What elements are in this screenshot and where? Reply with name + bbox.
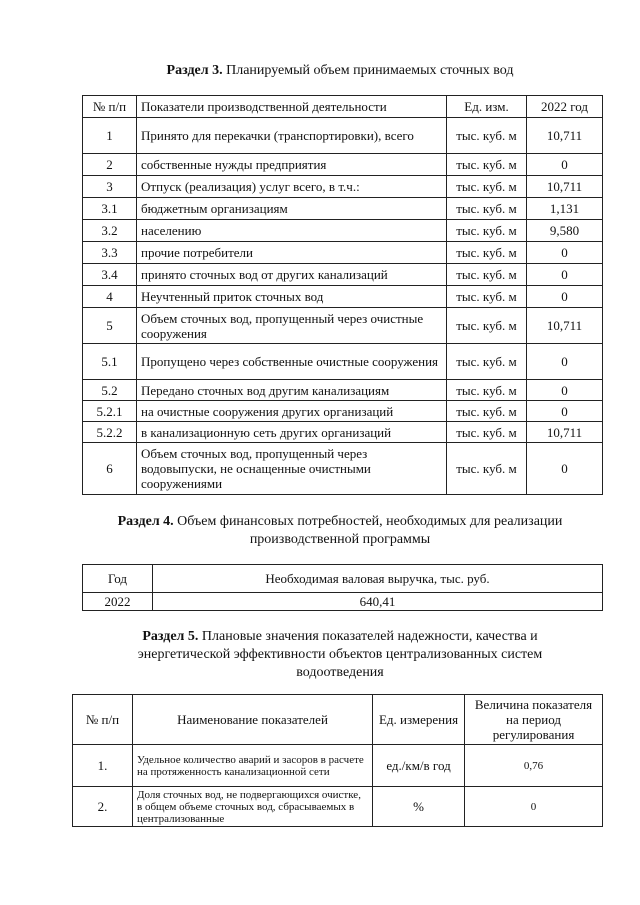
row-name: собственные нужды предприятия: [137, 154, 447, 176]
row-year: 2022: [83, 593, 153, 611]
row-num: 3.4: [83, 264, 137, 286]
row-num: 2.: [73, 787, 133, 827]
row-unit: тыс. куб. м: [447, 242, 527, 264]
row-value: 0: [527, 443, 603, 495]
row-num: 3: [83, 176, 137, 198]
table-row: [83, 220, 603, 242]
header-indicator-name: Наименование показателей: [133, 695, 373, 745]
row-unit: тыс. куб. м: [447, 198, 527, 220]
row-value: 0: [527, 264, 603, 286]
row-num: 5.2: [83, 380, 137, 401]
header-num: № п/п: [73, 695, 133, 745]
row-unit: тыс. куб. м: [447, 401, 527, 422]
section3-table: [82, 95, 603, 495]
row-unit: тыс. куб. м: [447, 154, 527, 176]
row-value: 10,711: [527, 118, 603, 154]
section3-label: Раздел 3.: [166, 63, 223, 78]
row-unit: ед./км/в год: [373, 745, 465, 787]
row-num: 6: [83, 443, 137, 495]
section3-heading: [60, 62, 620, 80]
row-name: принято сточных вод от других канализаций: [137, 264, 447, 286]
section3-title: Планируемый объем принимаемых сточных вод: [226, 63, 514, 78]
header-num: № п/п: [83, 96, 137, 118]
table-row: [83, 198, 603, 220]
row-name: Неучтенный приток сточных вод: [137, 286, 447, 308]
row-name: Принято для перекачки (транспортировки), всего: [137, 118, 447, 154]
row-name: Удельное количество аварий и засоров в расчете на протяженность канализационной сети: [133, 745, 373, 787]
row-value: 0: [465, 787, 603, 827]
row-unit: тыс. куб. м: [447, 118, 527, 154]
section4-title: Объем финансовых потребностей, необходимых для реализации производственной программы: [177, 514, 563, 547]
header-year: Год: [83, 565, 153, 593]
row-num: 1: [83, 118, 137, 154]
row-unit: тыс. куб. м: [447, 422, 527, 443]
row-value: 0: [527, 242, 603, 264]
section4-heading: [80, 513, 600, 549]
header-period-value: Величина показателя на период регулирования: [465, 695, 603, 745]
header-year: 2022 год: [527, 96, 603, 118]
row-unit: тыс. куб. м: [447, 220, 527, 242]
row-name: Доля сточных вод, не подвергающихся очистке, в общем объеме сточных вод, сбрасываемых в централизованные: [133, 787, 373, 827]
row-value: 0: [527, 344, 603, 380]
row-unit: тыс. куб. м: [447, 176, 527, 198]
table-row: [83, 286, 603, 308]
row-name: Передано сточных вод другим канализациям: [137, 380, 447, 401]
row-num: 5: [83, 308, 137, 344]
row-name: Отпуск (реализация) услуг всего, в т.ч.:: [137, 176, 447, 198]
row-unit: тыс. куб. м: [447, 443, 527, 495]
table-row: [83, 118, 603, 154]
row-num: 2: [83, 154, 137, 176]
section5-table: [72, 694, 603, 827]
table-row: [83, 242, 603, 264]
row-name: бюджетным организациям: [137, 198, 447, 220]
row-unit: тыс. куб. м: [447, 308, 527, 344]
header-unit: Ед. изм.: [447, 96, 527, 118]
row-value: 10,711: [527, 176, 603, 198]
row-unit: %: [373, 787, 465, 827]
row-name: Объем сточных вод, пропущенный через водовыпуски, не оснащенные очистными сооружениями: [137, 443, 447, 495]
section4-table: [82, 564, 603, 611]
row-num: 3.2: [83, 220, 137, 242]
row-value: 640,41: [153, 593, 603, 611]
table-row: [83, 344, 603, 380]
table-row: [73, 745, 603, 787]
row-name: прочие потребители: [137, 242, 447, 264]
table-row: [83, 401, 603, 422]
row-num: 5.2.2: [83, 422, 137, 443]
table-row: [83, 380, 603, 401]
table-row: [83, 176, 603, 198]
table-header-row: [73, 695, 603, 745]
row-num: 4: [83, 286, 137, 308]
section4-label: Раздел 4.: [117, 514, 174, 529]
row-value: 10,711: [527, 308, 603, 344]
row-name: Пропущено через собственные очистные сооружения: [137, 344, 447, 380]
row-value: 10,711: [527, 422, 603, 443]
row-value: 0: [527, 286, 603, 308]
table-row: [83, 154, 603, 176]
row-value: 0: [527, 380, 603, 401]
table-row: [83, 443, 603, 495]
section5-label: Раздел 5.: [142, 629, 199, 644]
row-name: Объем сточных вод, пропущенный через очистные сооружения: [137, 308, 447, 344]
row-name: населению: [137, 220, 447, 242]
row-num: 3.3: [83, 242, 137, 264]
row-name: в канализационную сеть других организаций: [137, 422, 447, 443]
table-row: [83, 422, 603, 443]
row-value: 0: [527, 154, 603, 176]
row-unit: тыс. куб. м: [447, 344, 527, 380]
table-row: [83, 264, 603, 286]
header-revenue: Необходимая валовая выручка, тыс. руб.: [153, 565, 603, 593]
row-value: 9,580: [527, 220, 603, 242]
table-row: [83, 593, 603, 611]
row-value: 0,76: [465, 745, 603, 787]
section5-heading: [100, 628, 580, 682]
row-unit: тыс. куб. м: [447, 286, 527, 308]
row-value: 1,131: [527, 198, 603, 220]
table-row: [73, 787, 603, 827]
row-num: 5.2.1: [83, 401, 137, 422]
row-value: 0: [527, 401, 603, 422]
header-indicator: Показатели производственной деятельности: [137, 96, 447, 118]
header-unit: Ед. измерения: [373, 695, 465, 745]
row-unit: тыс. куб. м: [447, 264, 527, 286]
row-unit: тыс. куб. м: [447, 380, 527, 401]
table-row: [83, 308, 603, 344]
row-num: 3.1: [83, 198, 137, 220]
row-num: 1.: [73, 745, 133, 787]
row-name: на очистные сооружения других организаций: [137, 401, 447, 422]
table-header-row: [83, 565, 603, 593]
section5-title: Плановые значения показателей надежности, качества и энергетической эффективности объектов централизованных систем водоотведения: [137, 629, 543, 680]
row-num: 5.1: [83, 344, 137, 380]
table-header-row: [83, 96, 603, 118]
